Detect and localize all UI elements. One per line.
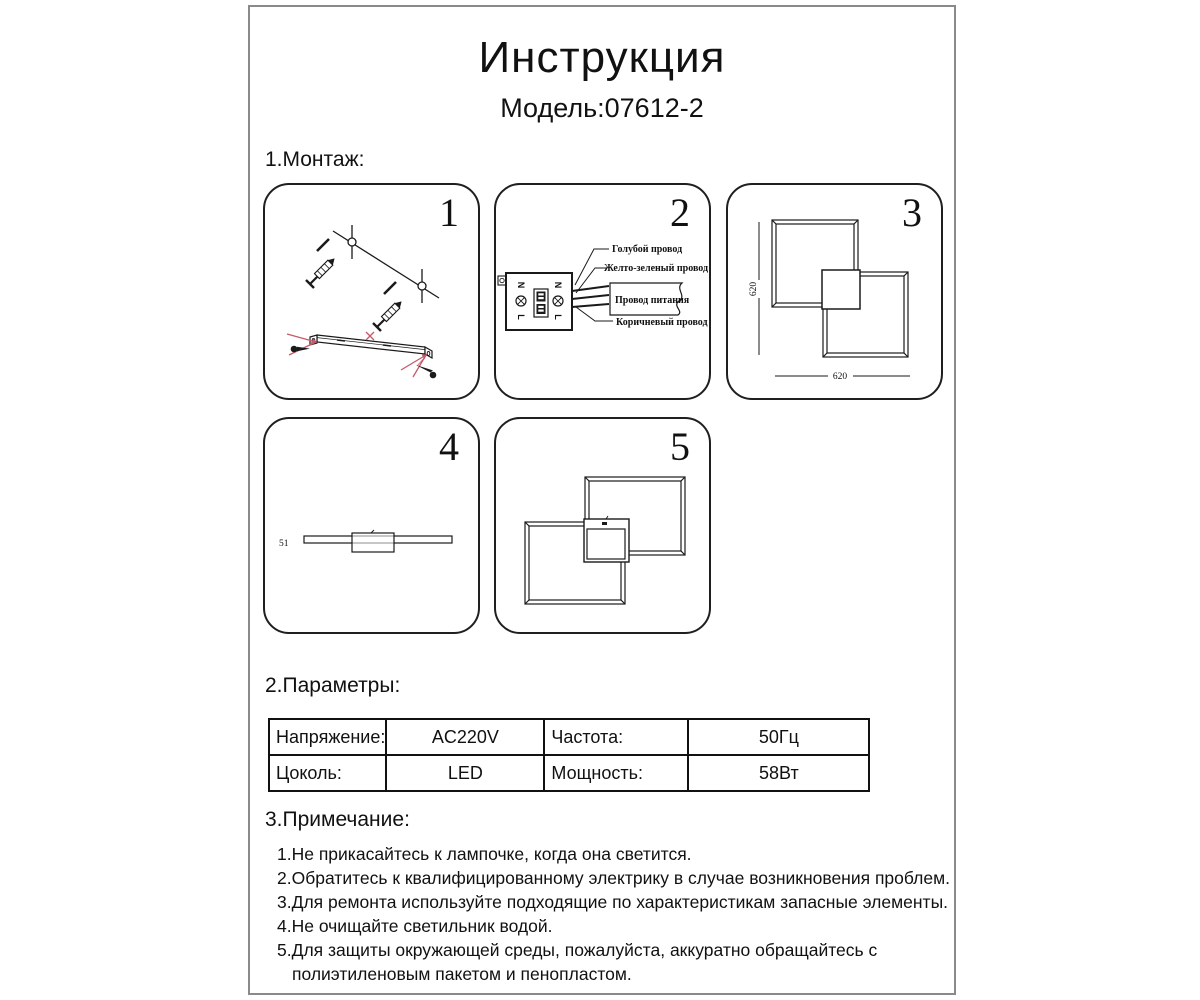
- param-label: Напряжение:: [269, 719, 386, 755]
- label-leader-lines: [575, 249, 613, 321]
- note-item: 5.Для защиты окружающей среды, пожалуйста, аккуратно обращайтесь с: [277, 940, 878, 960]
- page-title: Инструкция: [478, 33, 726, 82]
- width-dimension-label: 620: [832, 372, 848, 382]
- screw-dowel-icon: [373, 282, 404, 331]
- panel-number: 1: [439, 190, 459, 235]
- power-cord-label: Провод питания: [615, 295, 690, 306]
- terminal-l-label: L: [553, 314, 563, 320]
- param-value: 50Гц: [688, 719, 869, 755]
- panel-number: 2: [670, 190, 690, 235]
- terminal-n-label: N: [516, 281, 526, 289]
- montage-step-4-panel: [263, 417, 480, 634]
- panel-number: 4: [439, 424, 459, 469]
- param-label: Частота:: [544, 719, 688, 755]
- note-item-continuation: полиэтиленовым пакетом и пенопластом.: [292, 964, 632, 984]
- param-value: LED: [386, 755, 544, 791]
- blue-wire-label: Голубой провод: [612, 244, 683, 255]
- panel-number: 3: [902, 190, 922, 235]
- height-dimension-label: 620: [749, 281, 759, 297]
- montage-step-5-panel: [494, 417, 711, 634]
- mounting-bracket-icon: [310, 335, 432, 358]
- param-label: Мощность:: [544, 755, 688, 791]
- note-item: 4.Не очищайте светильник водой.: [277, 916, 553, 936]
- screw-dowel-icon: [306, 239, 337, 288]
- terminal-n-label: N: [553, 281, 563, 289]
- document-page: [248, 5, 956, 995]
- param-label: Цоколь:: [269, 755, 386, 791]
- note-item: 1.Не прикасайтесь к лампочке, когда она светится.: [277, 844, 692, 864]
- red-arrow-marks: [287, 332, 426, 377]
- section-heading-montage: 1.Монтаж:: [265, 148, 365, 171]
- parameters-table: [268, 718, 870, 792]
- param-value: AC220V: [386, 719, 544, 755]
- terminal-l-label: L: [516, 314, 526, 320]
- table-row: [269, 719, 869, 755]
- section-heading-params: 2.Параметры:: [265, 674, 401, 697]
- panel-number: 5: [670, 424, 690, 469]
- yellow-green-wire-label: Желто-зеленый провод: [604, 263, 709, 274]
- montage-step-3-panel: [726, 183, 943, 400]
- brown-wire-label: Коричневый провод: [616, 317, 708, 328]
- profile-dimension-label: 51: [279, 539, 289, 549]
- model-number: Модель:07612-2: [500, 93, 704, 123]
- terminal-block-icon: [498, 273, 572, 330]
- montage-step-1-panel: [263, 183, 480, 400]
- wires: [572, 286, 609, 307]
- montage-step-2-panel: [494, 183, 711, 400]
- canopy-front: [584, 516, 629, 562]
- table-row: [269, 755, 869, 791]
- param-value: 58Вт: [688, 755, 869, 791]
- notes-list: [277, 842, 950, 986]
- note-item: 2.Обратитесь к квалифицированному электрику в случае возникновения проблем.: [277, 868, 950, 888]
- canopy-box: [822, 270, 860, 309]
- note-item: 3.Для ремонта используйте подходящие по характеристикам запасные элементы.: [277, 892, 949, 912]
- section-heading-notes: 3.Примечание:: [265, 808, 410, 831]
